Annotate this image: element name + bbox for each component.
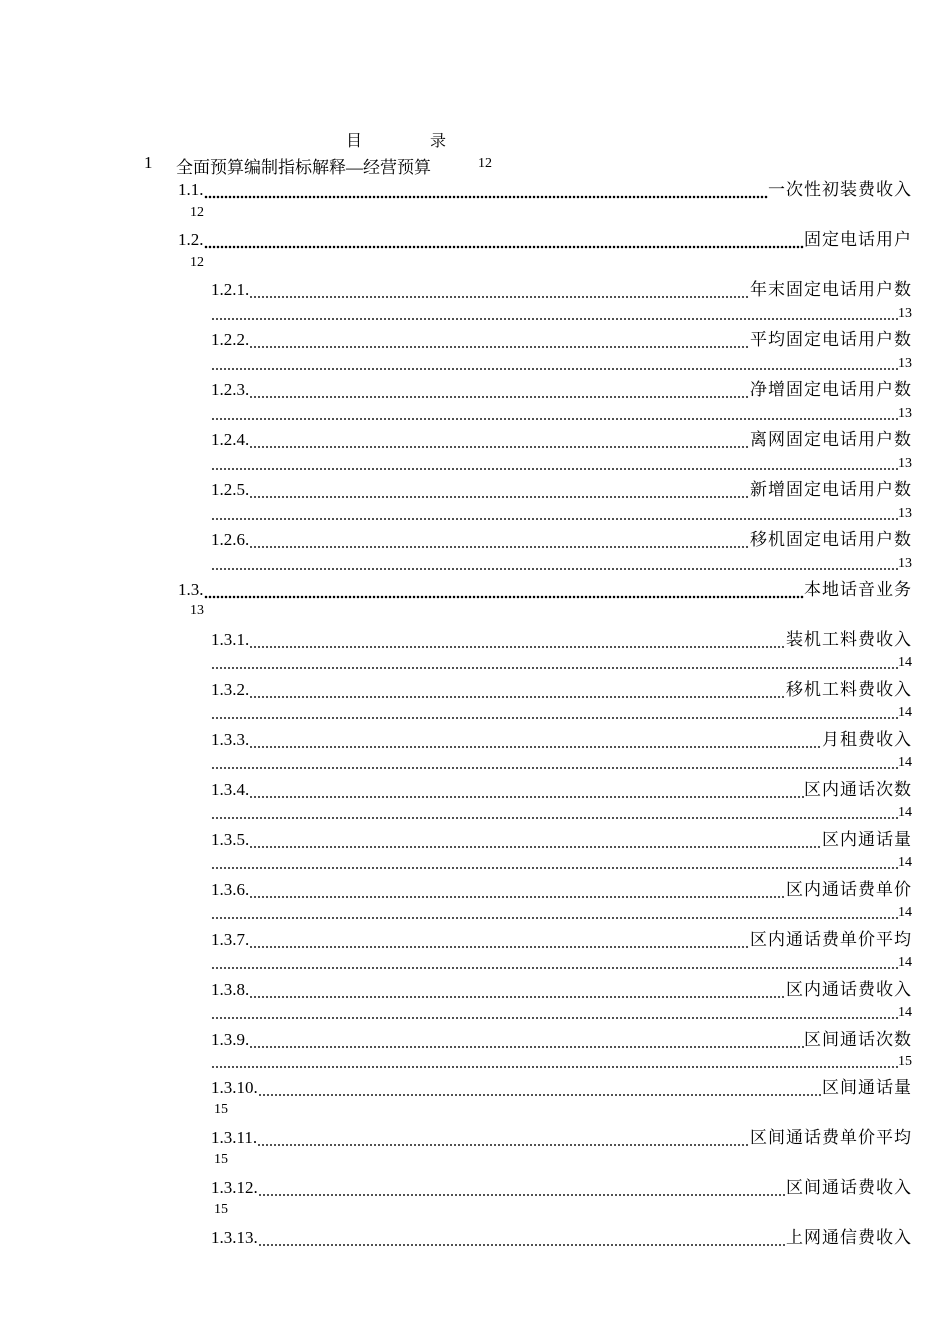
dot-leader bbox=[249, 630, 786, 650]
dot-leader bbox=[204, 230, 805, 250]
entry-page: 12 bbox=[190, 255, 204, 270]
entry-page: 14 bbox=[898, 805, 912, 820]
entry-number: 1.3.9. bbox=[211, 1030, 250, 1049]
dot-leader bbox=[249, 680, 786, 700]
entry-label: 区间通话次数 bbox=[804, 1030, 912, 1049]
dot-leader bbox=[249, 330, 750, 350]
chapter-number: 1 bbox=[144, 153, 153, 172]
entry-label: 区内通话费单价 bbox=[786, 880, 912, 899]
page-line bbox=[211, 404, 912, 422]
dot-leader bbox=[211, 506, 898, 522]
entry-label: 移机固定电话用户数 bbox=[750, 530, 912, 549]
dot-leader bbox=[249, 830, 822, 850]
dot-leader bbox=[211, 356, 898, 372]
dot-leader bbox=[249, 280, 750, 300]
entry-page: 14 bbox=[898, 955, 912, 970]
entry-number: 1.3.8. bbox=[211, 980, 250, 999]
entry-page: 13 bbox=[898, 556, 912, 571]
entry-page: 15 bbox=[898, 1054, 912, 1069]
page-line bbox=[211, 1052, 912, 1070]
entry-label: 平均固定电话用户数 bbox=[750, 330, 912, 349]
entry-number: 1.3.10. bbox=[211, 1078, 258, 1097]
dot-leader bbox=[211, 1005, 898, 1021]
page-line bbox=[211, 1003, 912, 1021]
page-line bbox=[211, 653, 912, 671]
dot-leader bbox=[211, 556, 898, 572]
entry-label: 上网通信费收入 bbox=[786, 1228, 912, 1247]
entry-number: 1.3.13. bbox=[211, 1228, 258, 1247]
dot-leader bbox=[211, 406, 898, 422]
dot-leader bbox=[211, 456, 898, 472]
dot-leader bbox=[204, 580, 805, 600]
dot-leader bbox=[211, 705, 898, 721]
entry-number: 1.2.1. bbox=[211, 280, 250, 299]
toc-entry-1-2-2[interactable] bbox=[211, 328, 912, 350]
entry-page: 15 bbox=[214, 1152, 228, 1167]
page-line bbox=[211, 454, 912, 472]
entry-number: 1.3.6. bbox=[211, 880, 250, 899]
toc-entry-1-3-6[interactable] bbox=[211, 878, 912, 900]
entry-label: 区内通话费单价平均 bbox=[750, 930, 912, 949]
dot-leader bbox=[258, 1228, 786, 1248]
toc-entry-1-3-9[interactable] bbox=[211, 1028, 912, 1050]
page-line bbox=[211, 753, 912, 771]
entry-label: 净增固定电话用户数 bbox=[750, 380, 912, 399]
entry-number: 1.3.7. bbox=[211, 930, 250, 949]
page-line bbox=[211, 554, 912, 572]
entry-number: 1.3.12. bbox=[211, 1178, 258, 1197]
page-line bbox=[211, 953, 912, 971]
entry-number: 1.2.6. bbox=[211, 530, 250, 549]
toc-entry-1-2-1[interactable] bbox=[211, 278, 912, 300]
entry-number: 1.2.5. bbox=[211, 480, 250, 499]
toc-entry-1-2-5[interactable] bbox=[211, 478, 912, 500]
dot-leader bbox=[249, 730, 822, 750]
entry-number: 1.3.5. bbox=[211, 830, 250, 849]
entry-page: 14 bbox=[898, 1005, 912, 1020]
dot-leader bbox=[211, 905, 898, 921]
toc-entry-1-2[interactable] bbox=[178, 228, 912, 250]
dot-leader bbox=[211, 1054, 898, 1070]
toc-entry-1-3-2[interactable] bbox=[211, 678, 912, 700]
entry-label: 区间通话费收入 bbox=[786, 1178, 912, 1197]
toc-entry-1-2-4[interactable] bbox=[211, 428, 912, 450]
entry-number: 1.3. bbox=[178, 580, 204, 599]
entry-page: 13 bbox=[898, 406, 912, 421]
page-line bbox=[211, 354, 912, 372]
entry-label: 一次性初装费收入 bbox=[768, 180, 912, 199]
entry-page: 13 bbox=[898, 356, 912, 371]
toc-entry-1-3-13[interactable] bbox=[211, 1226, 912, 1248]
dot-leader bbox=[249, 930, 750, 950]
entry-number: 1.3.1. bbox=[211, 630, 250, 649]
dot-leader bbox=[211, 655, 898, 671]
entry-page: 14 bbox=[898, 905, 912, 920]
entry-label: 本地话音业务 bbox=[804, 580, 912, 599]
entry-label: 区内通话费收入 bbox=[786, 980, 912, 999]
entry-number: 1.1. bbox=[178, 180, 204, 199]
entry-label: 月租费收入 bbox=[822, 730, 912, 749]
dot-leader bbox=[204, 180, 769, 200]
toc-entry-1-3-1[interactable] bbox=[211, 628, 912, 650]
chapter-title: 全面预算编制指标解释—经营预算 bbox=[176, 158, 431, 177]
entry-number: 1.3.11. bbox=[211, 1128, 258, 1147]
dot-leader bbox=[249, 1030, 804, 1050]
entry-label: 移机工料费收入 bbox=[786, 680, 912, 699]
toc-entry-1-3-10[interactable] bbox=[211, 1076, 912, 1098]
entry-page: 13 bbox=[898, 306, 912, 321]
entry-page: 14 bbox=[898, 705, 912, 720]
dot-leader bbox=[211, 805, 898, 821]
entry-label: 区间通话费单价平均 bbox=[750, 1128, 912, 1147]
entry-page: 12 bbox=[190, 205, 204, 220]
dot-leader bbox=[257, 1128, 750, 1148]
dot-leader bbox=[249, 480, 750, 500]
dot-leader bbox=[211, 955, 898, 971]
page-line bbox=[211, 803, 912, 821]
dot-leader bbox=[211, 755, 898, 771]
entry-label: 固定电话用户 bbox=[804, 230, 912, 249]
toc-entry-1-3-8[interactable] bbox=[211, 978, 912, 1000]
toc-entry-1-3-4[interactable] bbox=[211, 778, 912, 800]
page-line bbox=[211, 504, 912, 522]
dot-leader bbox=[249, 380, 750, 400]
dot-leader bbox=[211, 855, 898, 871]
page-line bbox=[211, 853, 912, 871]
dot-leader bbox=[211, 306, 898, 322]
entry-label: 年末固定电话用户数 bbox=[750, 280, 912, 299]
entry-page: 14 bbox=[898, 655, 912, 670]
entry-number: 1.3.4. bbox=[211, 780, 250, 799]
dot-leader bbox=[249, 530, 750, 550]
entry-page: 13 bbox=[898, 506, 912, 521]
entry-number: 1.2.2. bbox=[211, 330, 250, 349]
toc-entry-1-3-3[interactable] bbox=[211, 728, 912, 750]
dot-leader bbox=[258, 1078, 822, 1098]
toc-entry-1-3[interactable] bbox=[178, 578, 912, 600]
entry-label: 区间通话量 bbox=[822, 1078, 912, 1097]
dot-leader bbox=[249, 780, 804, 800]
dot-leader bbox=[249, 430, 750, 450]
entry-page: 14 bbox=[898, 755, 912, 770]
toc-title: 目 录 bbox=[346, 133, 479, 150]
toc-entry-1-3-12[interactable] bbox=[211, 1176, 912, 1198]
toc-entry-1-1[interactable] bbox=[178, 178, 912, 200]
entry-page: 13 bbox=[898, 456, 912, 471]
dot-leader bbox=[249, 980, 786, 1000]
toc-entry-1-2-3[interactable] bbox=[211, 378, 912, 400]
toc-entry-1-3-11[interactable] bbox=[211, 1126, 912, 1148]
entry-number: 1.2.3. bbox=[211, 380, 250, 399]
toc-entry-1-3-7[interactable] bbox=[211, 928, 912, 950]
toc-entry-1-2-6[interactable] bbox=[211, 528, 912, 550]
page-line bbox=[211, 304, 912, 322]
entry-number: 1.2.4. bbox=[211, 430, 250, 449]
entry-number: 1.2. bbox=[178, 230, 204, 249]
page-line bbox=[211, 703, 912, 721]
dot-leader bbox=[249, 880, 786, 900]
entry-number: 1.3.2. bbox=[211, 680, 250, 699]
chapter-page: 12 bbox=[478, 156, 492, 171]
entry-page: 13 bbox=[190, 603, 204, 618]
entry-page: 15 bbox=[214, 1102, 228, 1117]
entry-page: 15 bbox=[214, 1202, 228, 1217]
entry-label: 区内通话次数 bbox=[804, 780, 912, 799]
entry-label: 区内通话量 bbox=[822, 830, 912, 849]
page-line bbox=[211, 903, 912, 921]
toc-entry-1-3-5[interactable] bbox=[211, 828, 912, 850]
entry-label: 新增固定电话用户数 bbox=[750, 480, 912, 499]
entry-page: 14 bbox=[898, 855, 912, 870]
dot-leader bbox=[258, 1178, 786, 1198]
entry-label: 离网固定电话用户数 bbox=[750, 430, 912, 449]
entry-label: 装机工料费收入 bbox=[786, 630, 912, 649]
entry-number: 1.3.3. bbox=[211, 730, 250, 749]
